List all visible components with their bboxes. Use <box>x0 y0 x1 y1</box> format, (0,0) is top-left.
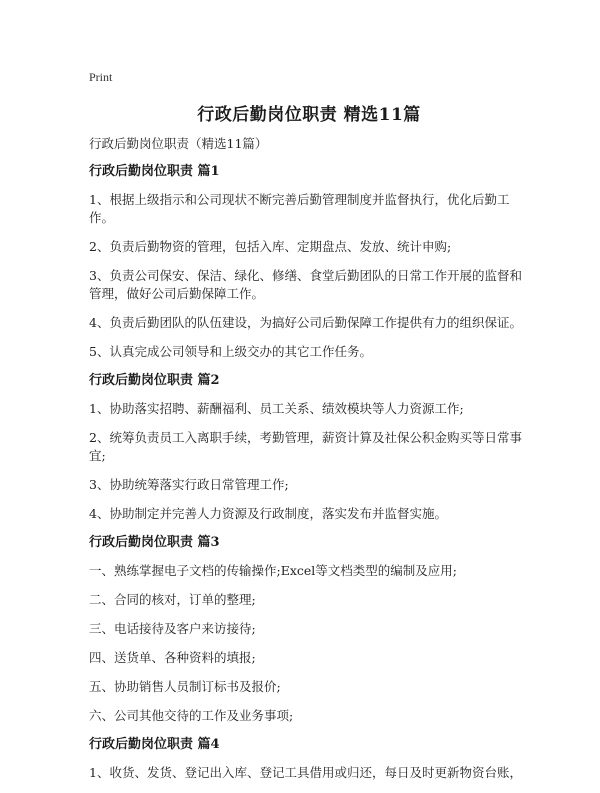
list-item: 3、负责公司保安、保洁、绿化、修缮、食堂后勤团队的日常工作开展的监督和管理，做好公司后勤保障工作。 <box>89 268 522 301</box>
list-item: 1、协助落实招聘、薪酬福利、员工关系、绩效模块等人力资源工作; <box>89 401 464 416</box>
list-item: 4、负责后勤团队的队伍建设，为搞好公司后勤保障工作提供有力的组织保证。 <box>89 315 522 330</box>
print-label: Print <box>89 70 113 84</box>
list-item: 1、收货、发货、登记出入库、登记工具借用或归还，每日及时更新物资台账， <box>89 765 522 780</box>
section-heading: 行政后勤岗位职责 篇4 <box>89 737 220 752</box>
list-item: 四、送货单、各种资料的填报; <box>89 650 256 665</box>
list-item: 2、统筹负责员工入离职手续，考勤管理，薪资计算及社保公积金购买等日常事宜; <box>89 430 522 463</box>
section-heading: 行政后勤岗位职责 篇3 <box>89 535 220 550</box>
section-4 <box>89 736 529 782</box>
list-item: 3、协助统筹落实行政日常管理工作; <box>89 477 289 492</box>
page-title: 行政后勤岗位职责 精选11篇 <box>197 105 421 125</box>
list-item: 三、电话接待及客户来访接待; <box>89 621 256 636</box>
section-heading: 行政后勤岗位职责 篇1 <box>89 164 220 179</box>
list-item: 五、协助销售人员制订标书及报价; <box>89 679 281 694</box>
document-body <box>89 163 529 793</box>
section-1 <box>89 163 529 361</box>
list-item: 5、认真完成公司领导和上级交办的其它工作任务。 <box>89 344 372 359</box>
section-heading: 行政后勤岗位职责 篇2 <box>89 373 220 388</box>
list-item: 2、负责后勤物资的管理，包括入库、定期盘点、发放、统计申购; <box>89 239 452 254</box>
document-subtitle: 行政后勤岗位职责（精选11篇） <box>89 136 268 151</box>
section-3 <box>89 534 529 725</box>
list-item: 1、根据上级指示和公司现状不断完善后勤管理制度并监督执行，优化后勤工作。 <box>89 192 510 225</box>
list-item: 一、熟练掌握电子文档的传输操作;Excel等文档类型的编制及应用; <box>89 563 457 578</box>
list-item: 4、协助制定并完善人力资源及行政制度，落实发布并监督实施。 <box>89 506 447 521</box>
list-item: 六、公司其他交待的工作及业务事项; <box>89 708 294 723</box>
section-2 <box>89 372 529 523</box>
list-item: 二、合同的核对，订单的整理; <box>89 592 256 607</box>
